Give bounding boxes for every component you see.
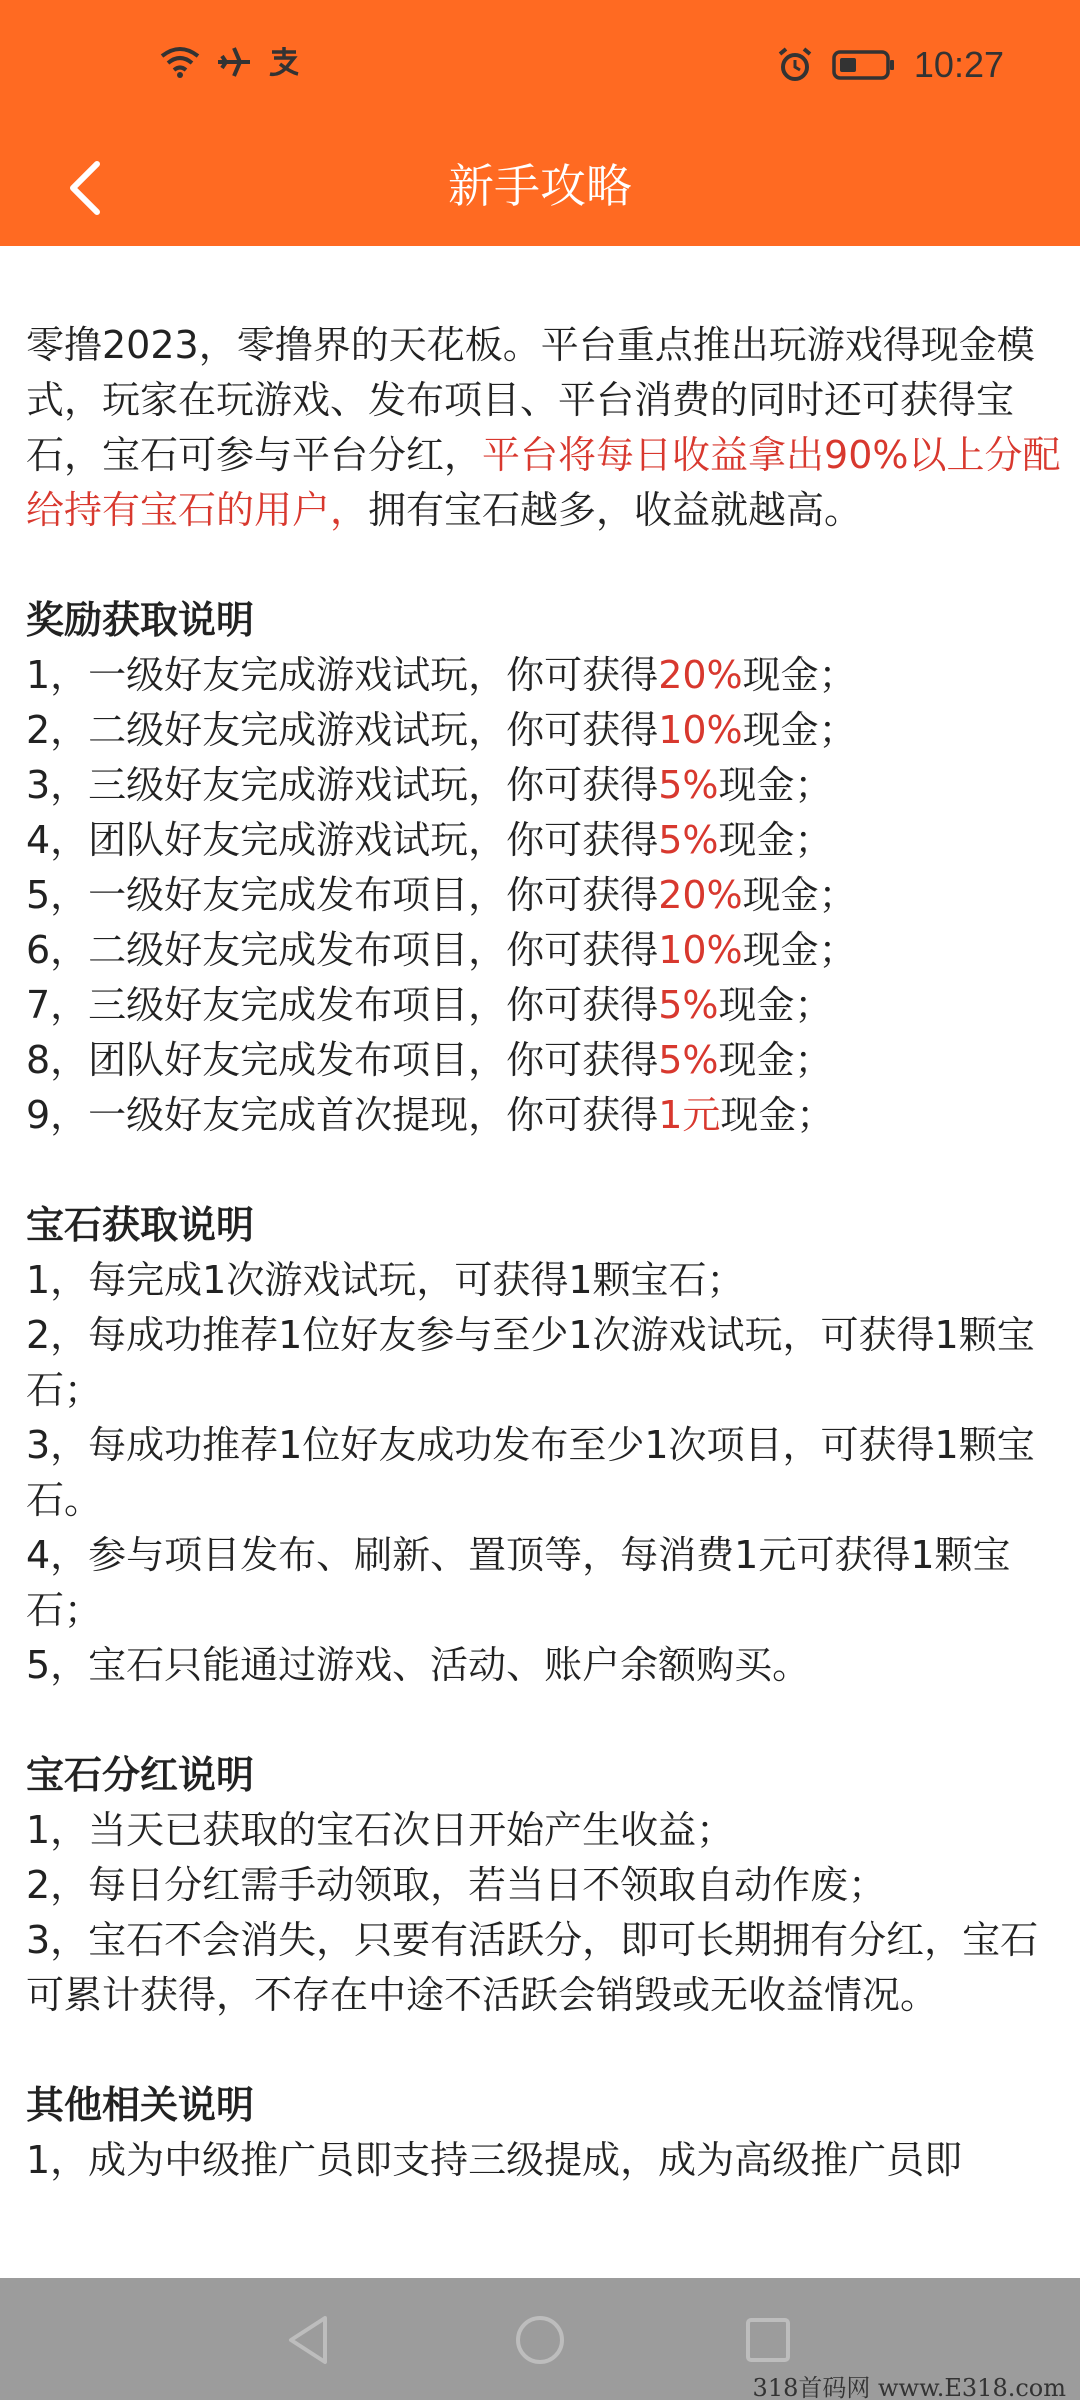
- intro-text-1: 零撸2023，零撸界的天花板。平台重点推出玩游戏得现金模式，玩家在玩游戏、发布项目、平台消费的同时还可获得宝石，宝石可参与平台分红，: [26, 323, 1035, 477]
- list-item: 2，每成功推荐1位好友参与至少1次游戏试玩，可获得1颗宝石；: [26, 1313, 1035, 1412]
- reward-value: 10%: [658, 928, 743, 972]
- alipay-icon: [266, 44, 302, 80]
- status-right-icons: [776, 44, 1004, 86]
- reward-value: 5%: [658, 983, 719, 1027]
- list-item: 5，一级好友完成发布项目，你可获得20%现金；: [26, 873, 857, 917]
- intro-highlight: 平台将每日收益拿出90%以上分配给持有宝石的用户，: [26, 433, 1061, 532]
- list-item: 3，宝石不会消失，只要有活跃分，即可长期拥有分红，宝石可累计获得，不存在中途不活跃会销毁或无收益情况。: [26, 1918, 1039, 2017]
- list-item: 1，当天已获取的宝石次日开始产生收益；: [26, 1808, 735, 1852]
- reward-value: 5%: [658, 818, 719, 862]
- other-title: 其他相关说明: [26, 2083, 255, 2127]
- list-item: 2，每日分红需手动领取，若当日不领取自动作废；: [26, 1863, 887, 1907]
- status-left-icons: [158, 44, 302, 80]
- rewards-title: 奖励获取说明: [26, 598, 255, 642]
- list-item: 1，一级好友完成游戏试玩，你可获得20%现金；: [26, 653, 857, 697]
- app-header: [0, 136, 1080, 246]
- reward-value: 5%: [658, 1038, 719, 1082]
- nav-home-button[interactable]: [500, 2300, 580, 2380]
- recents-square-icon: [742, 2314, 794, 2366]
- status-bar: [0, 0, 1080, 136]
- reward-value: 20%: [658, 873, 743, 917]
- reward-value: 10%: [658, 708, 743, 752]
- list-item: 4，参与项目发布、刷新、置顶等，每消费1元可获得1颗宝石；: [26, 1533, 1011, 1632]
- alarm-icon: [776, 46, 814, 84]
- wifi-icon: [158, 44, 202, 80]
- list-item: 3，每成功推荐1位好友成功发布至少1次项目，可获得1颗宝石。: [26, 1423, 1035, 1522]
- nav-back-button[interactable]: [268, 2300, 348, 2380]
- battery-icon: [832, 49, 896, 81]
- status-time: 10:27: [913, 44, 1004, 85]
- list-item: 1，成为中级推广员即支持三级提成，成为高级推广员即: [26, 2138, 963, 2182]
- watermark: 318首码网 www.E318.com: [752, 2374, 1066, 2402]
- airplane-icon: [216, 44, 252, 80]
- list-item: 4，团队好友完成游戏试玩，你可获得5%现金；: [26, 818, 833, 862]
- list-item: 7，三级好友完成发布项目，你可获得5%现金；: [26, 983, 833, 1027]
- reward-value: 5%: [658, 763, 719, 807]
- list-item: 1，每完成1次游戏试玩，可获得1颗宝石；: [26, 1258, 745, 1302]
- list-item: 5，宝石只能通过游戏、活动、账户余额购买。: [26, 1643, 811, 1687]
- back-triangle-icon: [283, 2312, 333, 2368]
- page-title: 新手攻略: [448, 159, 632, 213]
- intro-paragraph: [26, 318, 1066, 538]
- list-item: 8，团队好友完成发布项目，你可获得5%现金；: [26, 1038, 833, 1082]
- guide-content: [26, 318, 1066, 2188]
- list-item: 9，一级好友完成首次提现，你可获得1元现金；: [26, 1093, 835, 1137]
- list-item: 6，二级好友完成发布项目，你可获得10%现金；: [26, 928, 857, 972]
- reward-value: 1元: [658, 1093, 721, 1137]
- list-item: 2，二级好友完成游戏试玩，你可获得10%现金；: [26, 708, 857, 752]
- intro-text-2: 拥有宝石越多，收益就越高。: [368, 488, 863, 532]
- reward-value: 20%: [658, 653, 743, 697]
- gems-title: 宝石获取说明: [26, 1203, 255, 1247]
- list-item: 3，三级好友完成游戏试玩，你可获得5%现金；: [26, 763, 833, 807]
- home-circle-icon: [512, 2312, 568, 2368]
- dividends-title: 宝石分红说明: [26, 1753, 255, 1797]
